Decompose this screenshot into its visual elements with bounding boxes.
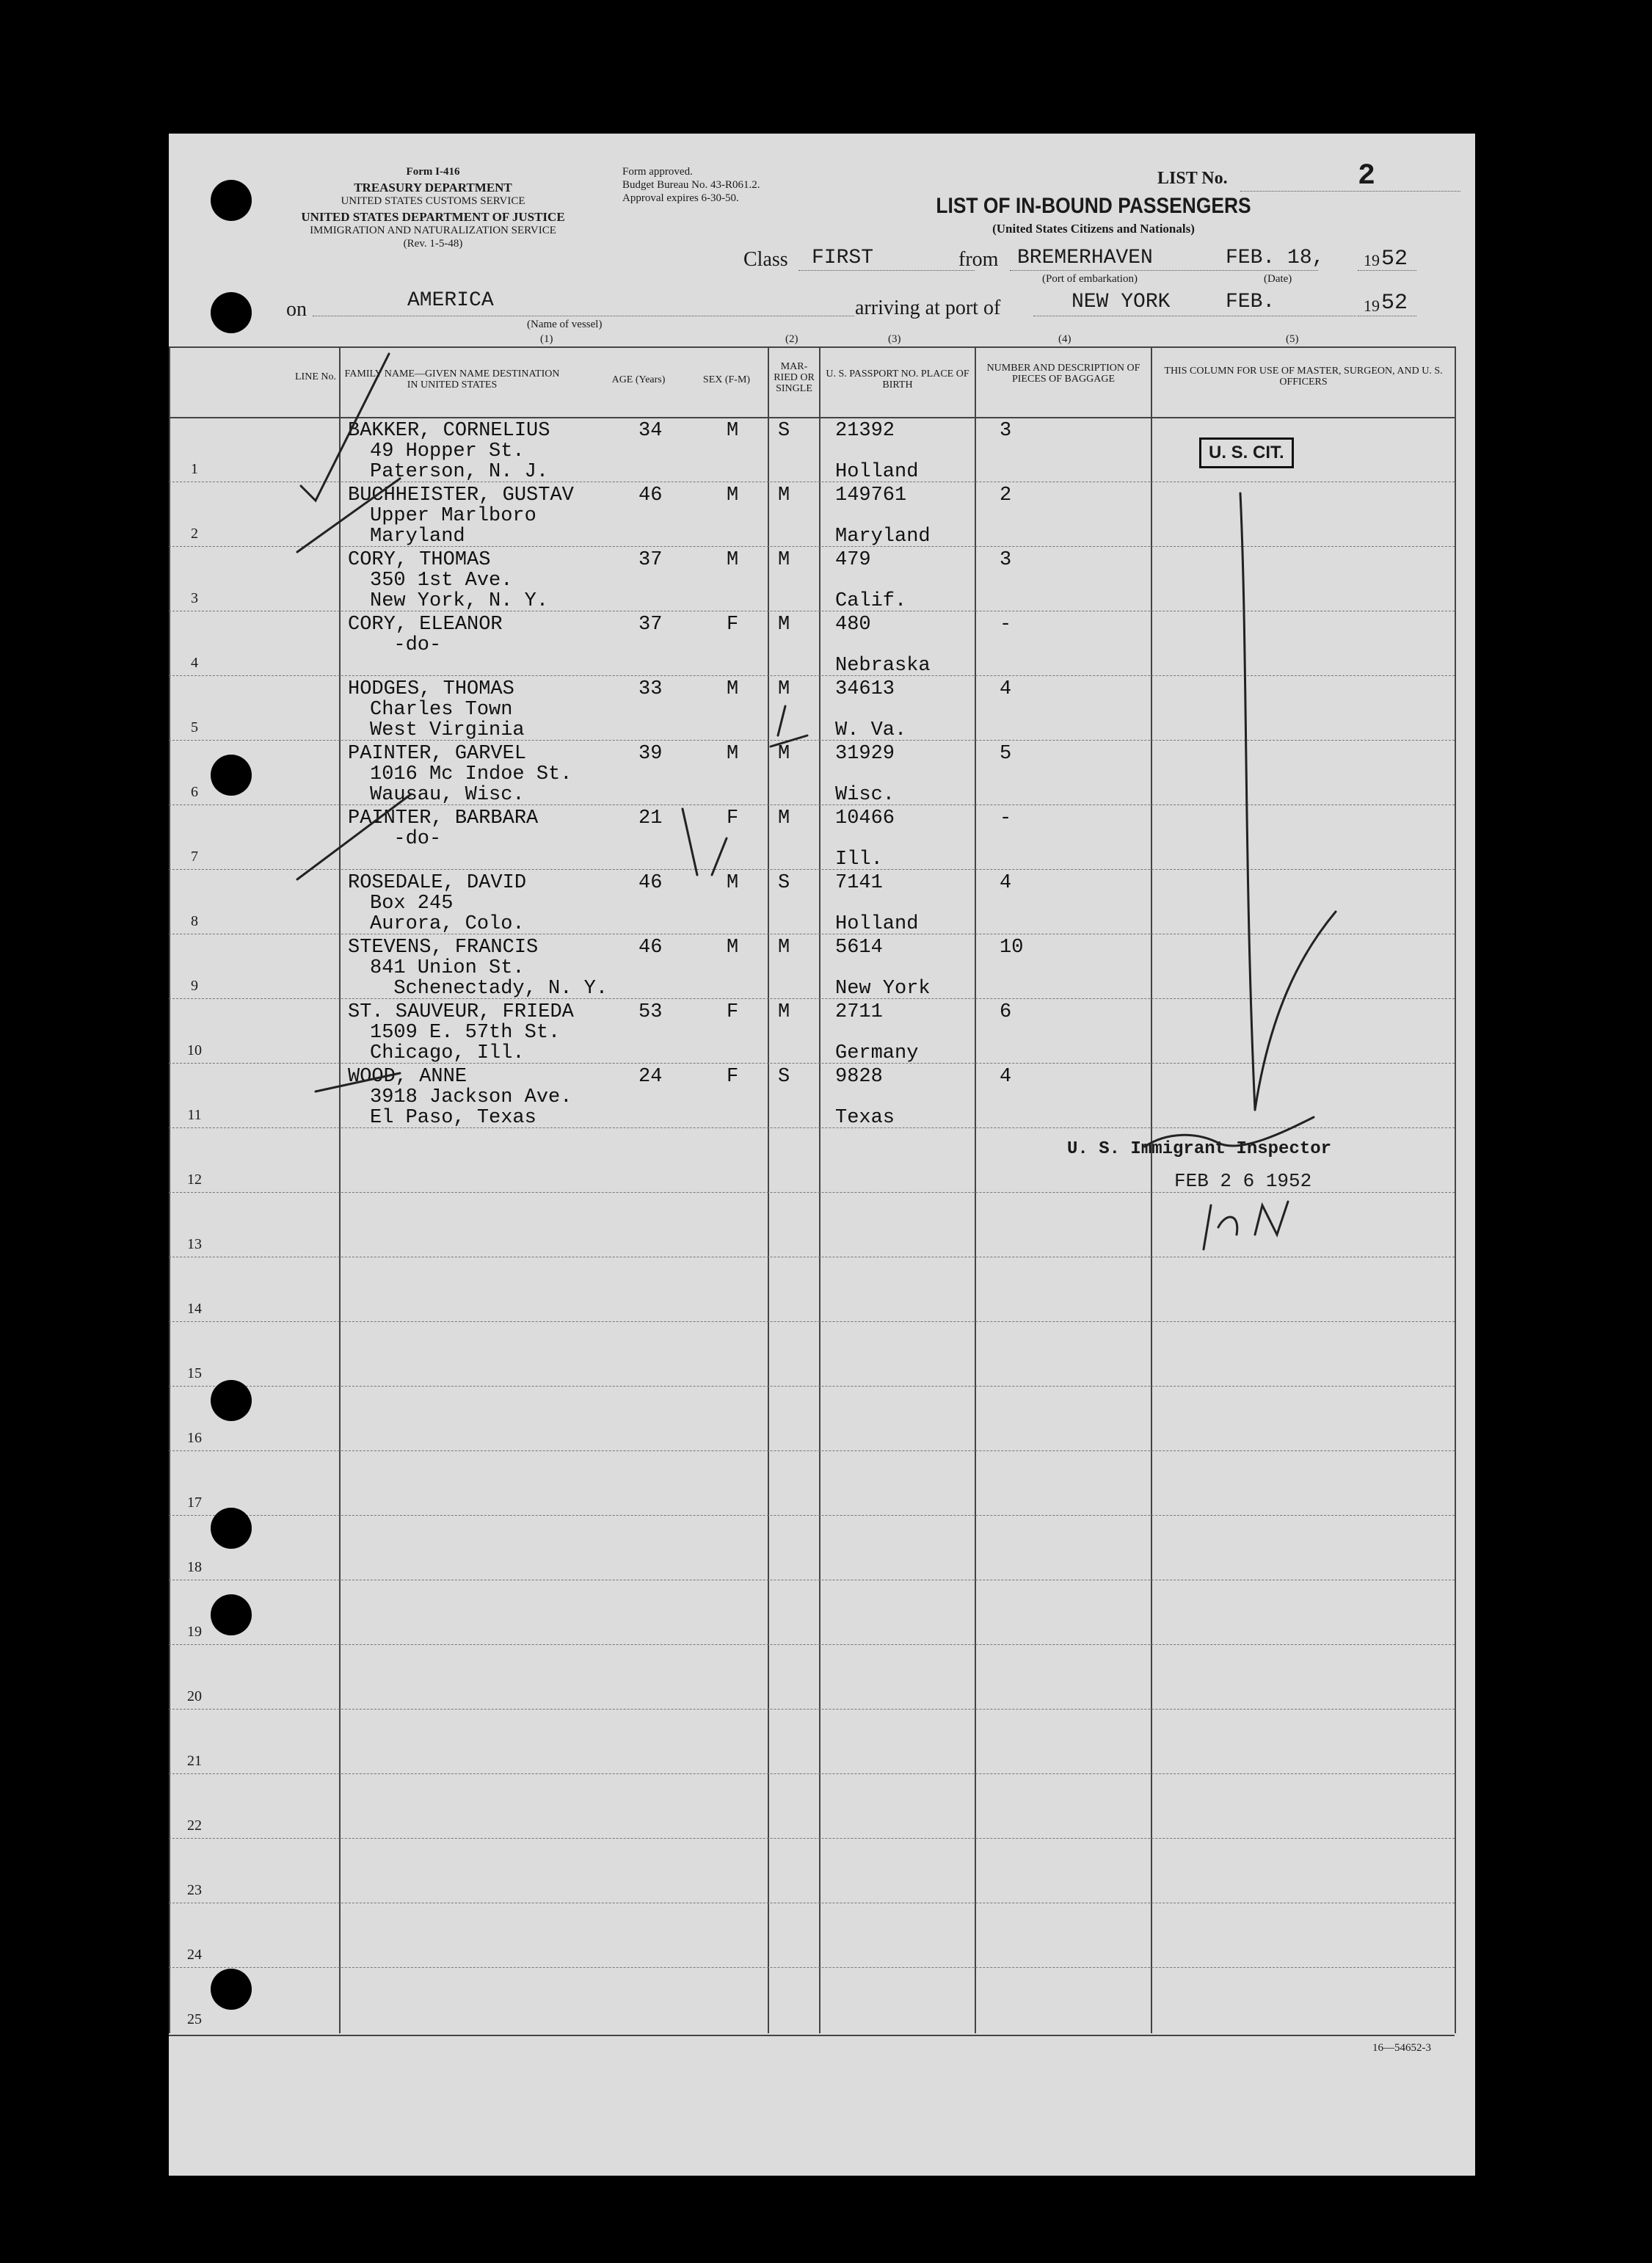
passenger-baggage: 6 <box>1000 1001 1012 1023</box>
line-number: 23 <box>187 1882 202 1898</box>
line-number: 17 <box>187 1494 202 1511</box>
passenger-sex: M <box>727 420 739 442</box>
passenger-sex: M <box>727 743 739 765</box>
punch-hole <box>211 1508 252 1549</box>
col-num-2: (2) <box>785 333 798 345</box>
passenger-sex: M <box>727 549 739 571</box>
passenger-sex: F <box>727 614 739 636</box>
passenger-name: CORY, ELEANOR <box>348 614 503 636</box>
passenger-birthplace: New York <box>835 978 931 1000</box>
passenger-passport: 479 <box>835 549 871 571</box>
checkmark-1 <box>301 354 389 501</box>
passenger-birthplace: Nebraska <box>835 655 931 677</box>
date-caption: (Date) <box>1264 273 1292 285</box>
passenger-marital-status: M <box>778 614 790 636</box>
passenger-city: Schenectady, N. Y. <box>370 978 608 1000</box>
punch-hole <box>211 180 252 221</box>
passenger-name: BAKKER, CORNELIUS <box>348 420 550 442</box>
passenger-name: HODGES, THOMAS <box>348 678 514 700</box>
passenger-sex: M <box>727 678 739 700</box>
passenger-age: 46 <box>638 484 663 506</box>
passenger-baggage: 4 <box>1000 872 1012 894</box>
passenger-passport: 34613 <box>835 678 895 700</box>
passenger-birthplace: Germany <box>835 1042 919 1064</box>
line-number: 8 <box>191 913 198 929</box>
line-number: 7 <box>191 849 198 865</box>
col-num-3: (3) <box>888 333 901 345</box>
passenger-city: El Paso, Texas <box>370 1107 536 1129</box>
header-sex: SEX (F-M) <box>702 374 751 385</box>
passenger-birthplace: Ill. <box>835 849 883 871</box>
class-label: Class <box>743 248 788 271</box>
passenger-baggage: - <box>1000 614 1012 636</box>
passenger-passport: 10466 <box>835 807 895 829</box>
arrival-month: FEB. <box>1226 291 1276 313</box>
passenger-city: West Virginia <box>370 719 525 741</box>
passenger-age: 37 <box>638 549 663 571</box>
passenger-birthplace: W. Va. <box>835 719 907 741</box>
year-value: 52 <box>1381 247 1408 272</box>
passenger-marital-status: M <box>778 484 790 506</box>
passenger-age: 39 <box>638 743 663 765</box>
header-name: FAMILY NAME—GIVEN NAME DESTINATION IN UNITED STATES <box>344 368 560 391</box>
header-married: MAR-RIED OR SINGLE <box>774 361 815 394</box>
line-number: 15 <box>187 1365 202 1381</box>
embarkation-caption: (Port of embarkation) <box>1042 273 1138 285</box>
line-number: 1 <box>191 461 198 477</box>
passenger-baggage: 4 <box>1000 678 1012 700</box>
passenger-passport: 2711 <box>835 1001 883 1023</box>
passenger-sex: F <box>727 1001 739 1023</box>
line-number: 21 <box>187 1753 202 1769</box>
passenger-name: PAINTER, GARVEL <box>348 743 527 765</box>
form-footer-code: 16—54652-3 <box>1372 2042 1431 2054</box>
passenger-passport: 21392 <box>835 420 895 442</box>
line-number: 3 <box>191 590 198 606</box>
line-number: 13 <box>187 1236 202 1252</box>
passenger-address: 49 Hopper St. <box>370 440 525 462</box>
passenger-age: 37 <box>638 614 663 636</box>
justice-dept: UNITED STATES DEPARTMENT OF JUSTICE <box>301 210 565 224</box>
passenger-city: Paterson, N. J. <box>370 461 549 483</box>
header-baggage: NUMBER AND DESCRIPTION OF PIECES OF BAGGAGE <box>986 363 1140 385</box>
passenger-name: CORY, THOMAS <box>348 549 491 571</box>
passenger-age: 24 <box>638 1066 663 1088</box>
form-revision: (Rev. 1-5-48) <box>403 238 463 250</box>
passenger-name: ST. SAUVEUR, FRIEDA <box>348 1001 574 1023</box>
line-number: 12 <box>187 1172 202 1188</box>
passenger-sex: F <box>727 1066 739 1088</box>
passenger-marital-status: M <box>778 807 790 829</box>
form-number: Form I-416 <box>406 166 460 178</box>
page-title: LIST OF IN-BOUND PASSENGERS <box>936 194 1251 218</box>
arrival-year: 52 <box>1381 291 1408 316</box>
arrival-port: NEW YORK <box>1071 291 1171 313</box>
passenger-city: Maryland <box>370 526 465 548</box>
passenger-age: 46 <box>638 937 663 959</box>
customs-service: UNITED STATES CUSTOMS SERVICE <box>341 195 525 207</box>
passenger-baggage: 2 <box>1000 484 1012 506</box>
punch-hole <box>211 1594 252 1635</box>
header-passport: U. S. PASSPORT NO. PLACE OF BIRTH <box>826 368 969 391</box>
line-number: 2 <box>191 526 198 542</box>
document-page <box>169 134 1475 2176</box>
year-prefix: 19 <box>1364 251 1380 269</box>
passenger-age: 33 <box>638 678 663 700</box>
line-number: 14 <box>187 1301 202 1317</box>
passenger-birthplace: Wisc. <box>835 784 895 806</box>
arrival-year-prefix: 19 <box>1364 297 1380 315</box>
i-w-mark-1 <box>771 706 807 747</box>
passenger-name: BUCHHEISTER, GUSTAV <box>348 484 574 506</box>
passenger-passport: 149761 <box>835 484 907 506</box>
arriving-label: arriving at port of <box>855 297 1001 319</box>
passenger-address: Charles Town <box>370 699 513 721</box>
passenger-address: 1016 Mc Indoe St. <box>370 763 572 785</box>
handwritten-marks <box>169 134 1475 2176</box>
passenger-marital-status: S <box>778 420 790 442</box>
tick-8 <box>297 794 411 879</box>
passenger-birthplace: Maryland <box>835 526 931 548</box>
col-num-4: (4) <box>1058 333 1071 345</box>
col-num-5: (5) <box>1286 333 1299 345</box>
passenger-birthplace: Holland <box>835 461 919 483</box>
passenger-city: New York, N. Y. <box>370 590 549 612</box>
passenger-marital-status: S <box>778 1066 790 1088</box>
check-tail <box>1255 912 1336 1110</box>
list-number-value: 2 <box>1358 160 1376 193</box>
line-number: 22 <box>187 1817 202 1834</box>
line-number: 24 <box>187 1947 202 1963</box>
us-citizen-stamp: U. S. CIT. <box>1199 437 1294 468</box>
passenger-city: Wausau, Wisc. <box>370 784 525 806</box>
inspector-signature <box>1145 1117 1314 1147</box>
passenger-address: 350 1st Ave. <box>370 570 513 592</box>
line-number: 4 <box>191 655 198 671</box>
treasury-dept: TREASURY DEPARTMENT <box>354 181 512 195</box>
passenger-age: 34 <box>638 420 663 442</box>
inspector-date: FEB 2 6 1952 <box>1174 1170 1312 1192</box>
passenger-sex: M <box>727 484 739 506</box>
passenger-marital-status: M <box>778 937 790 959</box>
passenger-city: Chicago, Ill. <box>370 1042 525 1064</box>
passenger-city: Aurora, Colo. <box>370 913 525 935</box>
line-number: 6 <box>191 784 198 800</box>
passenger-baggage: 5 <box>1000 743 1012 765</box>
passenger-marital-status: M <box>778 743 790 765</box>
form-approved: Form approved. <box>622 166 693 178</box>
passenger-passport: 9828 <box>835 1066 883 1088</box>
on-label: on <box>286 298 307 321</box>
tick-11 <box>316 1073 400 1091</box>
vertical-check-line <box>1240 493 1255 1110</box>
passenger-marital-status: M <box>778 678 790 700</box>
passenger-address: -do- <box>370 634 442 656</box>
header-age: AGE (Years) <box>611 374 666 385</box>
initials-mark <box>1204 1202 1288 1249</box>
passenger-name: WOOD, ANNE <box>348 1066 467 1088</box>
passenger-baggage: 3 <box>1000 549 1012 571</box>
passenger-name: PAINTER, BARBARA <box>348 807 539 829</box>
inspector-label: U. S. Immigrant Inspector <box>1067 1139 1332 1159</box>
list-number-label: LIST No. <box>1157 169 1228 188</box>
header-line-no: LINE No. <box>295 371 336 382</box>
passenger-name: ROSEDALE, DAVID <box>348 872 527 894</box>
approval-expires: Approval expires 6-30-50. <box>622 192 739 204</box>
punch-hole <box>211 1969 252 2010</box>
line-number: 9 <box>191 978 198 994</box>
passenger-baggage: - <box>1000 807 1012 829</box>
passenger-birthplace: Calif. <box>835 590 907 612</box>
passenger-passport: 480 <box>835 614 871 636</box>
passenger-sex: M <box>727 872 739 894</box>
line-number: 20 <box>187 1688 202 1704</box>
passenger-sex: F <box>727 807 739 829</box>
passenger-age: 46 <box>638 872 663 894</box>
col-num-1: (1) <box>540 333 553 345</box>
passenger-sex: M <box>727 937 739 959</box>
ins-service: IMMIGRATION AND NATURALIZATION SERVICE <box>310 225 556 236</box>
line-number: 11 <box>187 1107 202 1123</box>
passenger-address: 841 Union St. <box>370 957 525 979</box>
punch-hole <box>211 292 252 333</box>
budget-bureau: Budget Bureau No. 43-R061.2. <box>622 179 760 191</box>
passenger-marital-status: S <box>778 872 790 894</box>
line-number: 16 <box>187 1430 202 1446</box>
passenger-baggage: 4 <box>1000 1066 1012 1088</box>
vessel-caption: (Name of vessel) <box>527 319 603 330</box>
punch-hole <box>211 1380 252 1421</box>
passenger-baggage: 10 <box>1000 937 1024 959</box>
passenger-age: 53 <box>638 1001 663 1023</box>
passenger-marital-status: M <box>778 1001 790 1023</box>
passenger-birthplace: Texas <box>835 1107 895 1129</box>
line-number: 25 <box>187 2011 202 2027</box>
page-subtitle: (United States Citizens and Nationals) <box>992 222 1195 236</box>
line-number: 19 <box>187 1624 202 1640</box>
passenger-birthplace: Holland <box>835 913 919 935</box>
line-number: 10 <box>187 1042 202 1058</box>
passenger-passport: 5614 <box>835 937 883 959</box>
tick-2 <box>297 479 400 552</box>
j-w-mark-2 <box>683 809 727 875</box>
punch-hole <box>211 755 252 796</box>
passenger-passport: 7141 <box>835 872 883 894</box>
date-value: FEB. 18, <box>1226 247 1325 269</box>
line-number: 18 <box>187 1559 202 1575</box>
passenger-name: STEVENS, FRANCIS <box>348 937 539 959</box>
line-number: 5 <box>191 719 198 735</box>
passenger-passport: 31929 <box>835 743 895 765</box>
from-label: from <box>958 248 999 271</box>
vessel-value: AMERICA <box>407 289 494 312</box>
passenger-address: 1509 E. 57th St. <box>370 1022 561 1044</box>
passenger-address: Box 245 <box>370 893 454 915</box>
passenger-address: -do- <box>370 828 442 850</box>
passenger-marital-status: M <box>778 549 790 571</box>
passenger-baggage: 3 <box>1000 420 1012 442</box>
header-officers: THIS COLUMN FOR USE OF MASTER, SURGEON, AND U. S. OFFICERS <box>1164 366 1443 388</box>
from-value: BREMERHAVEN <box>1017 247 1153 269</box>
passenger-age: 21 <box>638 807 663 829</box>
passenger-address: Upper Marlboro <box>370 505 536 527</box>
class-value: FIRST <box>812 247 874 269</box>
passenger-address: 3918 Jackson Ave. <box>370 1086 572 1108</box>
